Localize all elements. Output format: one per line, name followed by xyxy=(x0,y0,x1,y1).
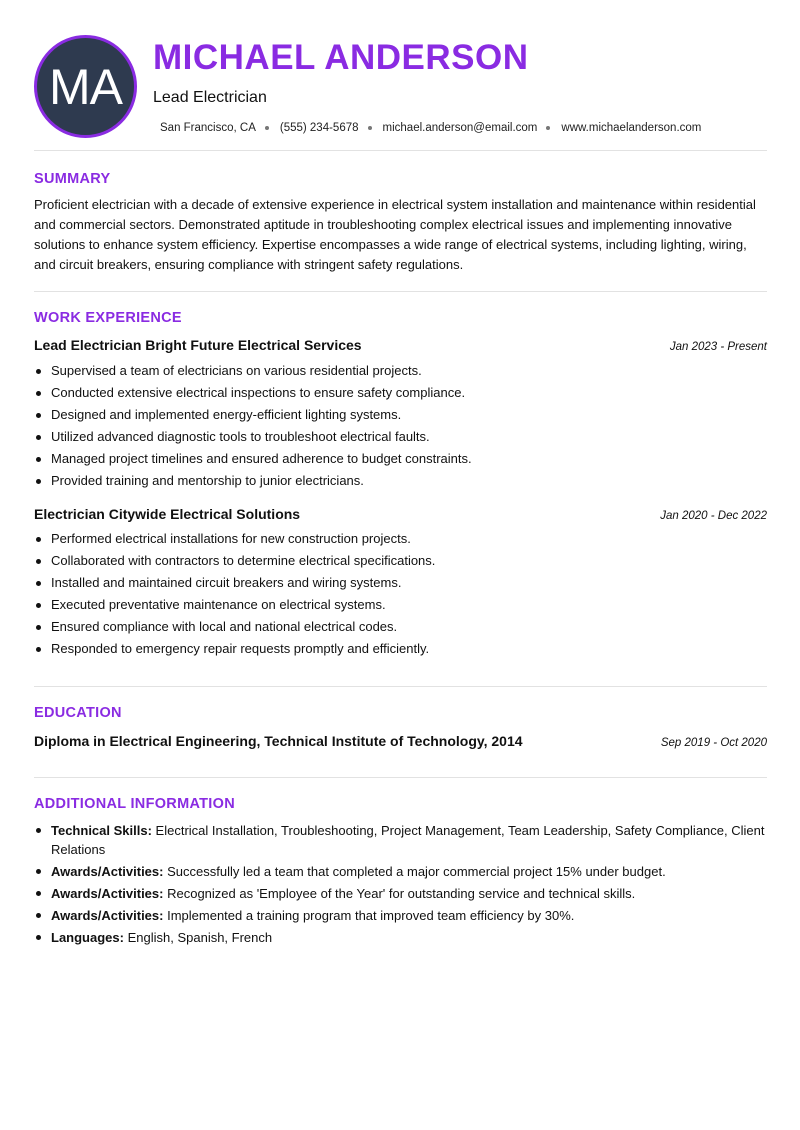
list-item: Collaborated with contractors to determine electrical specifications. xyxy=(51,550,767,572)
item-label: Languages: xyxy=(51,930,124,945)
list-item xyxy=(51,928,767,947)
item-label: Technical Skills: xyxy=(51,823,152,838)
contact-bar xyxy=(160,120,701,136)
education-dates: Sep 2019 - Oct 2020 xyxy=(660,737,767,749)
item-label: Awards/Activities: xyxy=(51,886,164,901)
list-item xyxy=(51,906,767,925)
additional-list xyxy=(51,821,767,950)
list-item xyxy=(51,821,767,859)
list-item xyxy=(51,862,767,881)
candidate-name: MICHAEL ANDERSON xyxy=(153,38,529,77)
divider xyxy=(34,291,767,292)
item-text: Successfully led a team that completed a major commercial project 15% under budget. xyxy=(167,864,666,879)
education-heading: EDUCATION xyxy=(34,705,122,721)
contact-location: San Francisco, CA xyxy=(160,122,256,134)
summary-text: Proficient electrician with a decade of extensive experience in electrical system installation and maintenance within residential and commercial sectors. Demonstrated aptitude in troubleshooting complex electrical issues and implementing innovative solutions to enhance system efficiency. Expertise encompasses a wide range of electrical systems, including lighting, wiring, and circuit breakers, ensuring compliance with stringent safety regulations. xyxy=(34,197,756,272)
item-text: Recognized as 'Employee of the Year' for outstanding service and technical skills. xyxy=(167,886,636,901)
job-dates: Jan 2020 - Dec 2022 xyxy=(660,510,767,522)
job-header xyxy=(34,506,767,522)
list-item: Supervised a team of electricians on various residential projects. xyxy=(51,360,767,382)
list-item: Conducted extensive electrical inspections to ensure safety compliance. xyxy=(51,382,767,404)
avatar xyxy=(34,35,137,138)
item-label: Awards/Activities: xyxy=(51,908,164,923)
job-header xyxy=(34,337,767,353)
list-item: Provided training and mentorship to junior electricians. xyxy=(51,470,767,492)
additional-heading: ADDITIONAL INFORMATION xyxy=(34,796,235,812)
job-bullets xyxy=(51,360,767,492)
item-text: English, Spanish, French xyxy=(127,930,273,945)
contact-phone: (555) 234-5678 xyxy=(279,122,359,134)
item-text: Implemented a training program that improved team efficiency by 30%. xyxy=(167,908,575,923)
list-item: Performed electrical installations for new construction projects. xyxy=(51,528,767,550)
education-entry xyxy=(34,733,767,749)
contact-website: www.michaelanderson.com xyxy=(561,122,702,134)
education-degree: Diploma in Electrical Engineering, Technical Institute of Technology, 2014 xyxy=(34,733,523,749)
item-label: Awards/Activities: xyxy=(51,864,164,879)
separator-dot xyxy=(368,126,372,130)
job-role: Electrician Citywide Electrical Solutions xyxy=(34,506,301,522)
separator-dot xyxy=(265,126,269,130)
summary-heading: SUMMARY xyxy=(34,171,111,187)
experience-heading: WORK EXPERIENCE xyxy=(34,310,182,326)
candidate-title: Lead Electrician xyxy=(153,89,267,106)
list-item: Utilized advanced diagnostic tools to troubleshoot electrical faults. xyxy=(51,426,767,448)
contact-email: michael.anderson@email.com xyxy=(382,122,538,134)
job-bullets xyxy=(51,528,767,660)
item-text: Electrical Installation, Troubleshooting, Project Management, Team Leadership, Safety Compliance, Client Relations xyxy=(51,823,765,857)
list-item: Ensured compliance with local and national electrical codes. xyxy=(51,616,767,638)
separator-dot xyxy=(546,126,550,130)
divider xyxy=(34,777,767,778)
job-role: Lead Electrician Bright Future Electrical Services xyxy=(34,337,362,353)
divider xyxy=(34,150,767,151)
list-item: Designed and implemented energy-efficient lighting systems. xyxy=(51,404,767,426)
avatar-initials: MA xyxy=(49,58,122,115)
job-dates: Jan 2023 - Present xyxy=(669,341,767,353)
divider xyxy=(34,686,767,687)
list-item: Managed project timelines and ensured adherence to budget constraints. xyxy=(51,448,767,470)
list-item: Installed and maintained circuit breakers and wiring systems. xyxy=(51,572,767,594)
list-item: Responded to emergency repair requests promptly and efficiently. xyxy=(51,638,767,660)
list-item xyxy=(51,884,767,903)
list-item: Executed preventative maintenance on electrical systems. xyxy=(51,594,767,616)
